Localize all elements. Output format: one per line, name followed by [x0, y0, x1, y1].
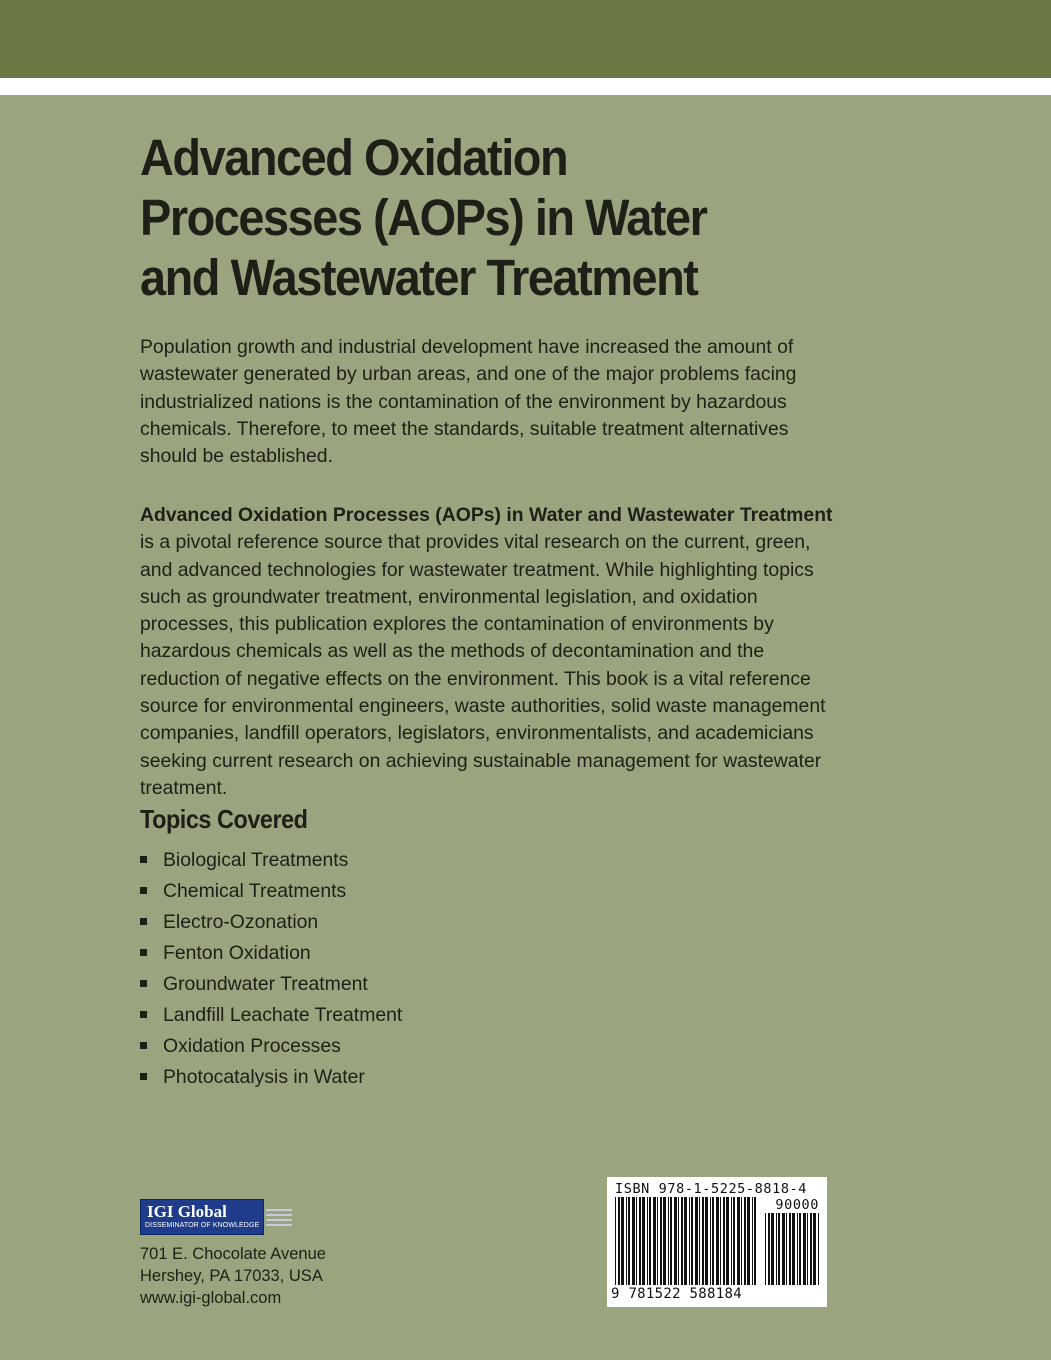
title-line-2: Processes (AOPs) in Water: [140, 189, 707, 246]
topic-item: [140, 1032, 402, 1063]
topic-label: Electro-Ozonation: [163, 911, 319, 933]
publisher-website: www.igi-global.com: [140, 1289, 282, 1307]
bullet-icon: [140, 980, 147, 987]
topic-item: [140, 846, 402, 877]
description-book-title: Advanced Oxidation Processes (AOPs) in Water and Wastewater Treatment: [140, 504, 833, 526]
bullet-icon: [140, 1011, 147, 1018]
topic-label: Oxidation Processes: [163, 1035, 341, 1057]
isbn-label: ISBN 978-1-5225-8818-4: [615, 1181, 808, 1197]
bullet-icon: [140, 1073, 147, 1080]
publisher-logo: [140, 1199, 264, 1235]
topics-heading: Topics Covered: [140, 804, 308, 834]
bullet-icon: [140, 949, 147, 956]
bullet-icon: [140, 1042, 147, 1049]
topic-label: Photocatalysis in Water: [163, 1066, 365, 1088]
isbn-barcode: [607, 1177, 827, 1307]
topic-item: [140, 877, 402, 908]
book-title: [140, 128, 784, 308]
topics-list: [140, 846, 402, 1094]
topic-item: [140, 1063, 402, 1094]
topic-label: Biological Treatments: [163, 849, 349, 871]
publisher-address: [140, 1243, 326, 1309]
logo-tagline: DISSEMINATOR OF KNOWLEDGE: [145, 1222, 260, 1229]
address-line-1: 701 E. Chocolate Avenue: [140, 1245, 326, 1263]
topic-label: Chemical Treatments: [163, 880, 347, 902]
title-line-3: and Wastewater Treatment: [140, 249, 698, 306]
intro-paragraph: Population growth and industrial development have increased the amount of wastewater generated by urban areas, and one of the major problems facing industrialized nations is the contamination of the environment by hazardous chemicals. Therefore, to meet the standards, suitable treatment alternatives should be established.: [140, 336, 797, 468]
topic-label: Landfill Leachate Treatment: [163, 1004, 403, 1026]
bullet-icon: [140, 918, 147, 925]
topic-label: Fenton Oxidation: [163, 942, 311, 964]
top-color-band: [0, 0, 1051, 78]
logo-stripes-icon: [266, 1209, 292, 1231]
topic-item: [140, 1001, 402, 1032]
barcode-addon-bars-icon: [765, 1213, 821, 1285]
topic-item: [140, 908, 402, 939]
bullet-icon: [140, 856, 147, 863]
title-line-1: Advanced Oxidation: [140, 129, 568, 186]
bullet-icon: [140, 887, 147, 894]
barcode-number: 9 781522 588184: [611, 1286, 742, 1302]
barcode-bars-icon: [615, 1197, 757, 1285]
barcode-price-code: 90000: [775, 1197, 819, 1213]
topic-item: [140, 939, 402, 970]
white-separator-band: [0, 78, 1051, 95]
topic-label: Groundwater Treatment: [163, 973, 368, 995]
topic-item: [140, 970, 402, 1001]
description-paragraph: [140, 502, 840, 802]
logo-name: IGI Global: [147, 1202, 227, 1221]
address-line-2: Hershey, PA 17033, USA: [140, 1267, 323, 1285]
description-text: is a pivotal reference source that provides vital research on the current, green, and advanced technologies for wastewater treatment. While highlighting topics such as groundwater treatment, environmental legislation, and oxidation processes, this publication explores the contamination of environments by hazardous chemicals as well as the methods of decontamination and the reduction of negative effects on the environment. This book is a vital reference source for environmental engineers, waste authorities, solid waste management companies, landfill operators, legislators, environmentalists, and academicians seeking current research on achieving sustainable management for wastewater treatment.: [140, 531, 826, 799]
